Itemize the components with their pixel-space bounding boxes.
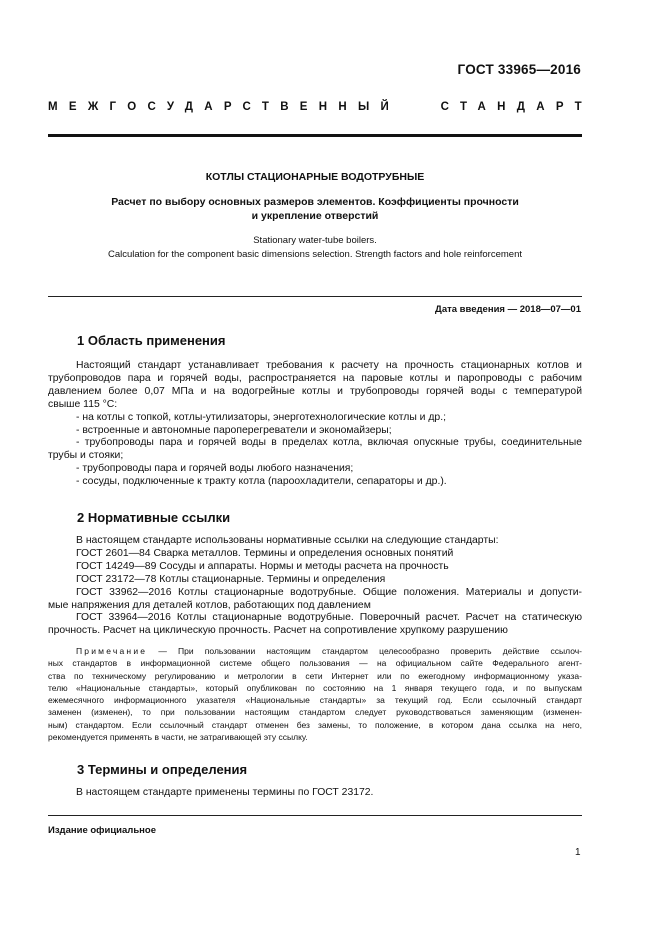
- references-note: [48, 645, 582, 743]
- note-line: ным) стандартом. Если ссылочный стандарт отменен без замены, то положение, в котором дана ссылка на него,: [48, 719, 582, 730]
- header-rule: [48, 134, 582, 137]
- subtitle-line: Расчет по выбору основных размеров элементов. Коэффициенты прочности: [111, 196, 519, 208]
- text-line: трубопроводов пара и горячей воды, распространяется на паровые котлы и паропроводы с рабочим: [48, 372, 582, 384]
- note-line: телю «Национальные стандарты», который опубликован по состоянию на 1 января текущего года, и по выпускам: [48, 682, 582, 693]
- interstate-standard-banner: [48, 101, 593, 113]
- english-title-line: Stationary water-tube boilers.: [253, 235, 377, 246]
- section-references-body: [48, 535, 582, 638]
- text-line: свыше 115 °С:: [48, 398, 118, 410]
- text-line: В настоящем стандарте применены термины по ГОСТ 23172.: [76, 787, 374, 798]
- reference-item-continuation: мые напряжения для деталей котлов, работающих под давлением: [48, 599, 371, 611]
- note-line: ежемесячного информационного указателя «Национальные стандарты» за текущий год. Если ссылочный стандарт: [48, 695, 582, 706]
- section-terms-body: [48, 787, 582, 800]
- note-line: заменен (изменен), то при пользовании настоящим стандартом следует руководствоваться заменяющим (изменен-: [48, 707, 582, 718]
- reference-item: ГОСТ 33962—2016 Котлы стационарные водотрубные. Общие положения. Материалы и допусти-: [76, 586, 582, 598]
- list-item-continuation: трубы и стояки;: [48, 450, 124, 462]
- english-title-line: Calculation for the component basic dimensions selection. Strength factors and hole reinforcement: [107, 248, 522, 260]
- section-heading-scope: 1 Область применения: [77, 333, 226, 348]
- note-first-line: [48, 645, 582, 657]
- note-line: ства по техническому регулированию и метрологии в сети Интернет или по ежегодному информационному указа-: [48, 670, 582, 681]
- list-item: - сосуды, подключенные к тракту котла (пароохладители, сепараторы и др.).: [76, 476, 447, 488]
- note-text: — При пользовании настоящим стандартом целесообразно проверить действие ссылоч-: [147, 646, 582, 656]
- banner-word-interstate: МЕЖГОСУДАРСТВЕННЫЙ: [48, 101, 401, 113]
- document-subtitle: [90, 195, 540, 223]
- text-line: давлением более 0,07 МПа и на водогрейные котлы и трубопроводы горячей воды с температурой: [48, 385, 582, 397]
- text-line: Настоящий стандарт устанавливает требования к расчету на прочность стационарных котлов и: [76, 360, 582, 371]
- page-number: 1: [575, 847, 581, 858]
- reference-item: ГОСТ 14249—89 Сосуды и аппараты. Нормы и методы расчета на прочность: [76, 560, 449, 572]
- document-title: КОТЛЫ СТАЦИОНАРНЫЕ ВОДОТРУБНЫЕ: [205, 171, 425, 183]
- title-rule: [48, 296, 582, 297]
- reference-item: ГОСТ 23172—78 Котлы стационарные. Термины и определения: [76, 573, 386, 585]
- introduction-date: Дата введения — 2018—07—01: [435, 304, 581, 315]
- note-line: рекомендуется применять в части, не затрагивающей эту ссылку.: [48, 732, 308, 743]
- list-item: - на котлы с топкой, котлы-утилизаторы, энерготехнологические котлы и др.;: [76, 411, 446, 423]
- text-line: В настоящем стандарте использованы нормативные ссылки на следующие стандарты:: [76, 535, 499, 546]
- banner-word-standard: СТАНДАРТ: [440, 101, 593, 113]
- reference-item: ГОСТ 2601—84 Сварка металлов. Термины и определения основных понятий: [76, 547, 454, 559]
- note-line: ных стандартов в информационной системе общего пользования — на официальном сайте Федерального агент-: [48, 658, 582, 669]
- english-title: [60, 234, 570, 261]
- section-scope-body: [48, 360, 582, 489]
- section-heading-references: 2 Нормативные ссылки: [77, 510, 231, 525]
- official-edition-label: Издание официальное: [48, 825, 156, 836]
- list-item: - встроенные и автономные пароперегреватели и экономайзеры;: [76, 424, 392, 436]
- list-item: - трубопроводы пара и горячей воды в пределах котла, включая опускные трубы, соединительные: [76, 437, 582, 449]
- gost-code: ГОСТ 33965—2016: [457, 62, 581, 77]
- subtitle-line: и укрепление отверстий: [251, 210, 379, 222]
- reference-item-continuation: прочность. Расчет на циклическую прочность. Расчет на сопротивление хрупкому разрушению: [48, 625, 508, 637]
- footer-rule: [48, 815, 582, 816]
- section-heading-terms: 3 Термины и определения: [77, 762, 248, 777]
- reference-item: ГОСТ 33964—2016 Котлы стационарные водотрубные. Поверочный расчет. Расчет на статическую: [76, 612, 582, 624]
- note-label: Примечание: [76, 646, 148, 656]
- list-item: - трубопроводы пара и горячей воды любого назначения;: [76, 463, 354, 475]
